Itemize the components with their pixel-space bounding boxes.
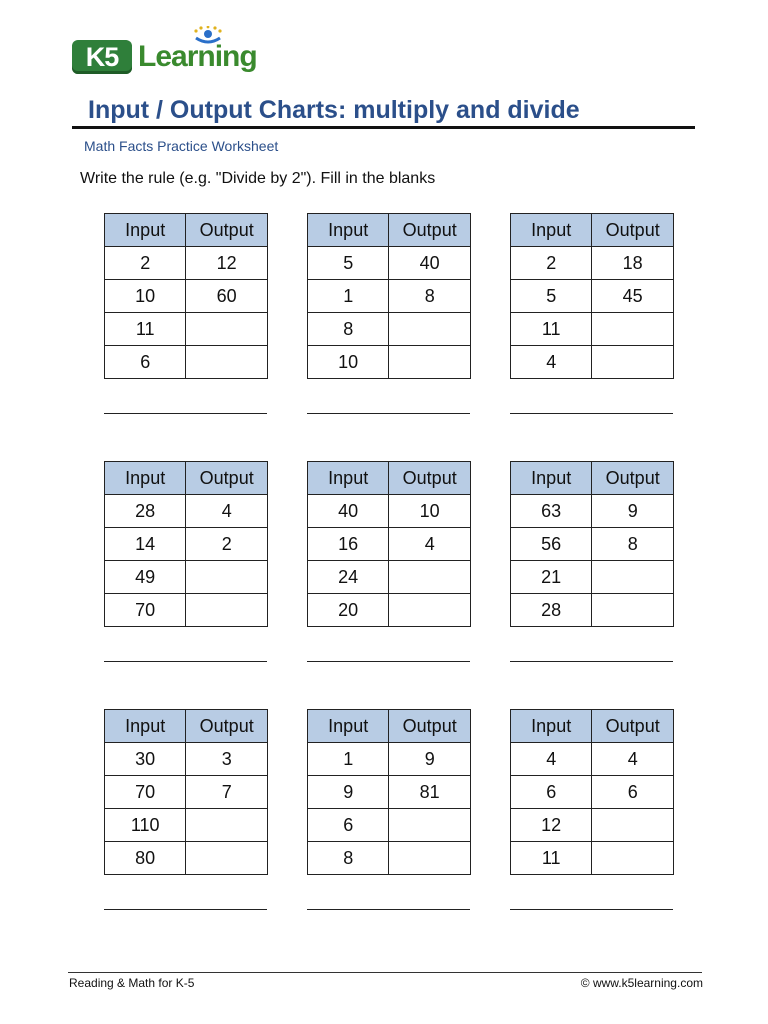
output-column-header: Output	[389, 710, 471, 743]
io-table	[104, 461, 268, 627]
table-row	[511, 776, 674, 809]
table-row	[105, 313, 268, 346]
input-cell: 30	[105, 743, 186, 776]
table-row	[308, 495, 471, 528]
output-blank-cell[interactable]	[592, 842, 674, 875]
table-row	[511, 594, 674, 627]
table-row	[105, 743, 268, 776]
input-cell: 70	[105, 776, 186, 809]
output-cell: 2	[186, 528, 268, 561]
input-cell: 11	[511, 842, 592, 875]
rule-answer-line[interactable]	[307, 661, 470, 662]
input-cell: 2	[105, 247, 186, 280]
table-row	[105, 346, 268, 379]
table-row	[105, 247, 268, 280]
input-cell: 21	[511, 561, 592, 594]
input-column-header: Input	[308, 214, 389, 247]
output-cell: 6	[592, 776, 674, 809]
figure-icon	[188, 26, 228, 54]
input-cell: 6	[105, 346, 186, 379]
input-cell: 40	[308, 495, 389, 528]
input-cell: 80	[105, 842, 186, 875]
output-blank-cell[interactable]	[389, 809, 471, 842]
input-cell: 11	[511, 313, 592, 346]
table-row	[308, 247, 471, 280]
input-cell: 6	[308, 809, 389, 842]
table-row	[308, 280, 471, 313]
instructions: Write the rule (e.g. "Divide by 2"). Fill in the blanks	[80, 170, 436, 187]
output-cell: 60	[186, 280, 268, 313]
input-column-header: Input	[105, 710, 186, 743]
output-blank-cell[interactable]	[186, 561, 268, 594]
table-row	[105, 528, 268, 561]
input-column-header: Input	[308, 710, 389, 743]
rule-answer-line[interactable]	[510, 413, 673, 414]
table-row	[308, 809, 471, 842]
logo-badge	[72, 40, 132, 74]
output-blank-cell[interactable]	[186, 809, 268, 842]
table-row	[105, 776, 268, 809]
output-blank-cell[interactable]	[186, 313, 268, 346]
output-cell: 12	[186, 247, 268, 280]
input-cell: 56	[511, 528, 592, 561]
output-cell: 4	[186, 495, 268, 528]
input-cell: 10	[308, 346, 389, 379]
output-cell: 40	[389, 247, 471, 280]
input-column-header: Input	[511, 462, 592, 495]
output-column-header: Output	[186, 710, 268, 743]
table-header-row	[105, 214, 268, 247]
footer-divider	[68, 972, 702, 973]
table-header-row	[511, 214, 674, 247]
input-cell: 8	[308, 842, 389, 875]
input-cell: 5	[308, 247, 389, 280]
table-row	[308, 743, 471, 776]
table-row	[308, 776, 471, 809]
output-blank-cell[interactable]	[592, 346, 674, 379]
output-column-header: Output	[186, 462, 268, 495]
input-cell: 12	[511, 809, 592, 842]
output-cell: 8	[389, 280, 471, 313]
output-column-header: Output	[592, 214, 674, 247]
table-header-row	[511, 462, 674, 495]
title-divider	[72, 126, 695, 129]
io-table	[510, 213, 674, 379]
page-title: Input / Output Charts: multiply and divide	[88, 96, 580, 124]
footer-tagline: Reading & Math for K-5	[69, 976, 195, 990]
input-cell: 70	[105, 594, 186, 627]
io-table	[104, 213, 268, 379]
output-column-header: Output	[389, 462, 471, 495]
output-cell: 8	[592, 528, 674, 561]
input-cell: 10	[105, 280, 186, 313]
logo-mark: K5	[85, 42, 119, 72]
table-row	[511, 346, 674, 379]
rule-answer-line[interactable]	[510, 661, 673, 662]
table-row	[511, 528, 674, 561]
output-blank-cell[interactable]	[389, 842, 471, 875]
rule-answer-line[interactable]	[307, 909, 470, 910]
table-row	[105, 842, 268, 875]
rule-answer-line[interactable]	[104, 661, 267, 662]
output-blank-cell[interactable]	[186, 842, 268, 875]
input-cell: 11	[105, 313, 186, 346]
io-table	[307, 461, 471, 627]
table-row	[308, 561, 471, 594]
table-row	[308, 528, 471, 561]
output-cell: 4	[592, 743, 674, 776]
output-column-header: Output	[389, 214, 471, 247]
table-row	[105, 594, 268, 627]
input-cell: 9	[308, 776, 389, 809]
input-cell: 28	[511, 594, 592, 627]
output-cell: 3	[186, 743, 268, 776]
output-blank-cell[interactable]	[592, 313, 674, 346]
logo-wordmark: Learning	[138, 40, 257, 73]
table-header-row	[105, 710, 268, 743]
input-cell: 4	[511, 346, 592, 379]
input-cell: 4	[511, 743, 592, 776]
io-table	[104, 709, 268, 875]
output-blank-cell[interactable]	[592, 594, 674, 627]
input-cell: 6	[511, 776, 592, 809]
output-blank-cell[interactable]	[389, 346, 471, 379]
output-cell: 9	[389, 743, 471, 776]
table-row	[105, 280, 268, 313]
rule-answer-line[interactable]	[307, 413, 470, 414]
output-cell: 18	[592, 247, 674, 280]
worksheet-subtitle: Math Facts Practice Worksheet	[84, 138, 279, 154]
input-cell: 2	[511, 247, 592, 280]
io-table	[510, 461, 674, 627]
table-row	[105, 495, 268, 528]
io-table	[307, 709, 471, 875]
input-cell: 8	[308, 313, 389, 346]
io-table	[510, 709, 674, 875]
input-cell: 14	[105, 528, 186, 561]
table-row	[511, 743, 674, 776]
table-row	[511, 313, 674, 346]
output-column-header: Output	[186, 214, 268, 247]
output-blank-cell[interactable]	[389, 561, 471, 594]
output-blank-cell[interactable]	[186, 594, 268, 627]
input-column-header: Input	[105, 214, 186, 247]
table-row	[308, 346, 471, 379]
input-cell: 110	[105, 809, 186, 842]
output-blank-cell[interactable]	[592, 561, 674, 594]
input-cell: 1	[308, 743, 389, 776]
table-header-row	[308, 710, 471, 743]
output-blank-cell[interactable]	[592, 809, 674, 842]
input-column-header: Input	[511, 214, 592, 247]
output-cell: 81	[389, 776, 471, 809]
table-row	[511, 280, 674, 313]
table-row	[308, 594, 471, 627]
input-column-header: Input	[511, 710, 592, 743]
input-column-header: Input	[105, 462, 186, 495]
output-blank-cell[interactable]	[389, 594, 471, 627]
table-row	[511, 809, 674, 842]
table-row	[105, 809, 268, 842]
output-cell: 4	[389, 528, 471, 561]
table-row	[511, 247, 674, 280]
table-row	[511, 561, 674, 594]
rule-answer-line[interactable]	[104, 909, 267, 910]
output-blank-cell[interactable]	[389, 313, 471, 346]
input-cell: 49	[105, 561, 186, 594]
table-row	[308, 842, 471, 875]
output-column-header: Output	[592, 462, 674, 495]
output-cell: 9	[592, 495, 674, 528]
io-table	[307, 213, 471, 379]
input-cell: 24	[308, 561, 389, 594]
output-cell: 45	[592, 280, 674, 313]
table-row	[511, 495, 674, 528]
input-cell: 5	[511, 280, 592, 313]
k5-learning-logo	[70, 26, 270, 82]
input-cell: 16	[308, 528, 389, 561]
output-cell: 7	[186, 776, 268, 809]
input-column-header: Input	[308, 462, 389, 495]
table-row	[105, 561, 268, 594]
input-cell: 1	[308, 280, 389, 313]
table-header-row	[308, 462, 471, 495]
table-row	[308, 313, 471, 346]
output-cell: 10	[389, 495, 471, 528]
table-header-row	[105, 462, 268, 495]
input-cell: 63	[511, 495, 592, 528]
table-header-row	[511, 710, 674, 743]
input-cell: 28	[105, 495, 186, 528]
output-column-header: Output	[592, 710, 674, 743]
table-header-row	[308, 214, 471, 247]
rule-answer-line[interactable]	[510, 909, 673, 910]
input-cell: 20	[308, 594, 389, 627]
table-row	[511, 842, 674, 875]
output-blank-cell[interactable]	[186, 346, 268, 379]
rule-answer-line[interactable]	[104, 413, 267, 414]
footer-website: © www.k5learning.com	[580, 976, 703, 990]
